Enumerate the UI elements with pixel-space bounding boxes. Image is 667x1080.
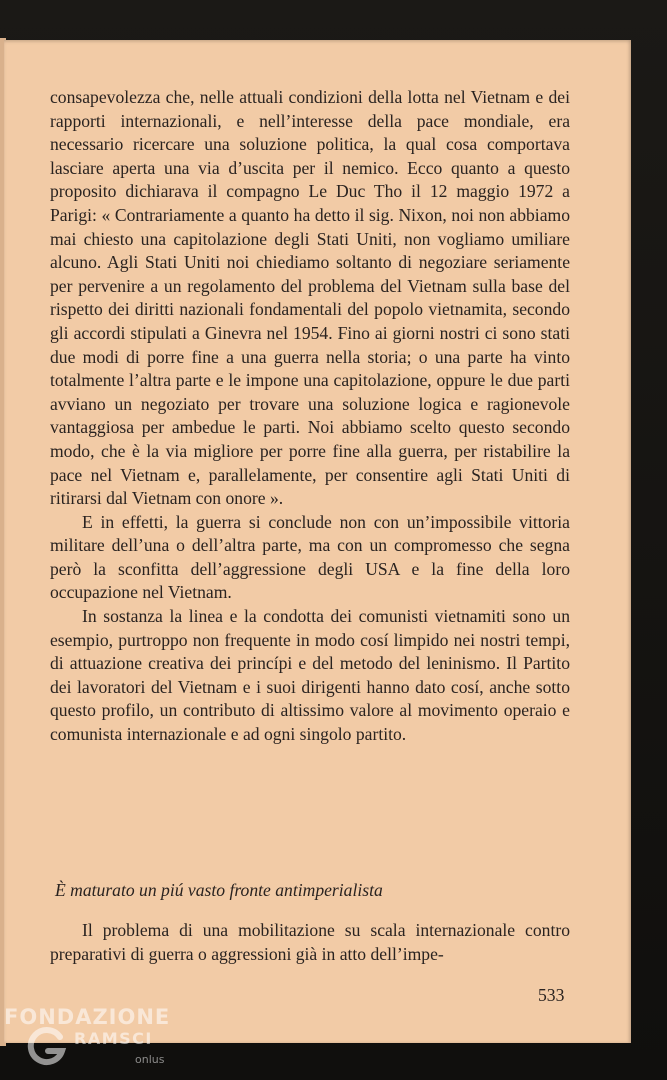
section-body (50, 919, 570, 966)
section-heading: È maturato un piú vasto fronte antimperialista (55, 880, 383, 900)
paragraph-1: consapevolezza che, nelle attuali condizioni della lotta nel Vietnam e dei rapporti internazionali, e nell’interesse della pace mondiale, era necessario ricercare una soluzione politica, la qual cosa comportava lasciare aperta una via d’uscita per il nemico. Ecco quanto a questo proposito dichiarava il compagno Le Duc Tho il 12 maggio 1972 a Parigi: « Contrariamente a quanto ha detto il sig. Nixon, noi non abbiamo mai chiesto una capitolazione degli Stati Uniti, non vogliamo umiliare alcuno. Agli Stati Uniti noi chiediamo soltanto di negoziare seriamente per pervenire a un regolamento del problema del Vietnam sulla base del rispetto dei diritti nazionali fondamentali del popolo vietnamita, secondo gli accordi stipulati a Ginevra nel 1954. Fino ai giorni nostri ci sono stati due modi di porre fine a una guerra nella storia; o una parte ha vinto totalmente l’altra parte e le impone una capitolazione, oppure le due parti avviano un negoziato per trovare una soluzione logica e ragionevole vantaggiosa per ambedue le parti. Noi abbiamo scelto questo secondo modo, che è la via migliore per porre fine alla guerra, per ristabilire la pace nel Vietnam e, parallelamente, per consentire agli Stati Uniti di ritirarsi dal Vietnam con onore ». (50, 87, 570, 509)
watermark-line2: RAMSCI (74, 1029, 153, 1048)
section-paragraph: Il problema di una mobilitazione su scala internazionale contro preparativi di guerra o aggressioni già in atto dell’impe- (50, 920, 570, 964)
paragraph-2: E in effetti, la guerra si conclude non con un’impossibile vittoria militare dell’una o dell’altra parte, ma con un compromesso che segna però la sconfitta dell’aggressione degli USA e la fine della loro occupazione nel Vietnam. (50, 511, 570, 603)
page-number: 533 (538, 985, 565, 1005)
watermark-line1: FONDAZIONE (4, 1005, 171, 1029)
watermark-onlus: onlus (135, 1053, 165, 1066)
paragraph-3: In sostanza la linea e la condotta dei comunisti vietnamiti sono un esempio, purtroppo non frequente in modo cosí limpido nei nostri tempi, di attuazione creativa dei princípi e del metodo del leninismo. Il Partito dei lavoratori del Vietnam e i suoi dirigenti hanno dato cosí, anche sotto questo profilo, un contributo di altissimo valore al movimento operaio e comunista internazionale e ad ogni singolo partito. (50, 606, 570, 745)
body-text (50, 86, 570, 747)
